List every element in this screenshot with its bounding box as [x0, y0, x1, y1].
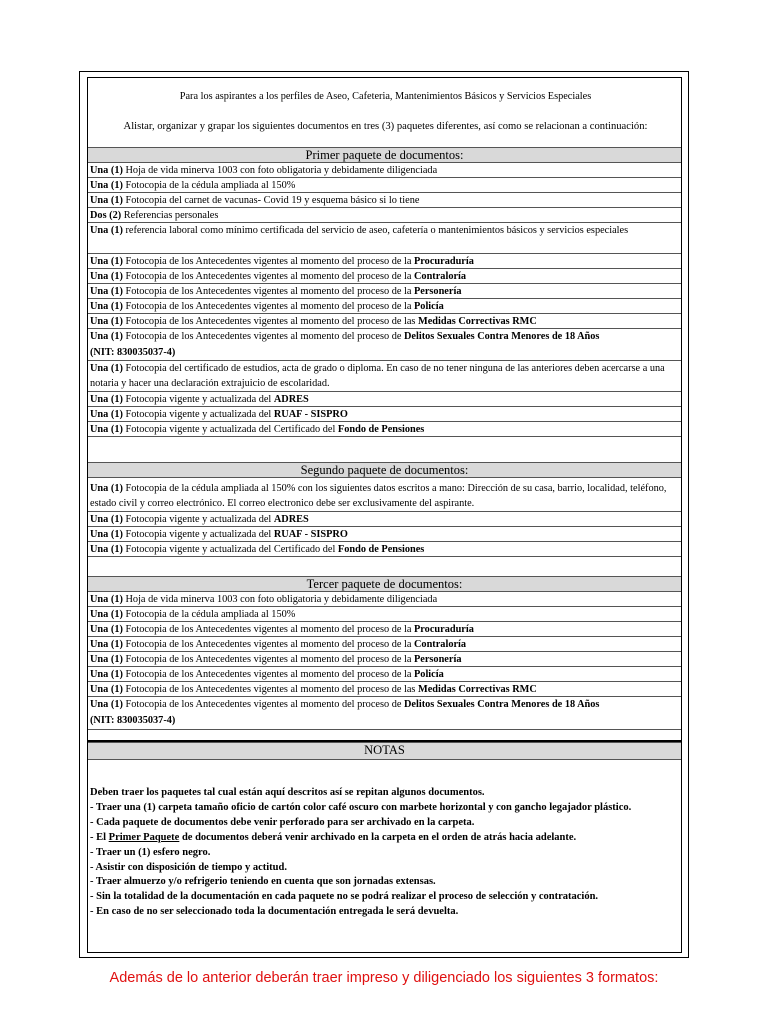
- item-entity: ADRES: [273, 514, 309, 525]
- document-item: [88, 422, 681, 437]
- item-description: Fotocopia de la cédula ampliada al 150% con los siguientes datos escritos a mano: Dirección de su casa, barrio, localidad, teléfono, estado civil y correo electrónico. El correo electronico debe ser exclusivamente del aspirante.: [90, 483, 667, 509]
- item-quantity: Una (1): [90, 684, 123, 695]
- note-line: - Cada paquete de documentos debe venir perforado para ser archivado en la carpeta.: [90, 816, 475, 828]
- note-primer-paquete: [88, 831, 681, 846]
- second-package-header: Segundo paquete de documentos:: [88, 462, 681, 478]
- item-quantity: Una (1): [90, 394, 123, 405]
- document-item: [88, 481, 681, 512]
- document-item: [88, 361, 681, 392]
- document-item: [88, 314, 681, 329]
- item-description: Fotocopia vigente y actualizada del Certificado del: [122, 544, 338, 555]
- item-description: Fotocopia de los Antecedentes vigentes al momento del proceso de la: [122, 669, 414, 680]
- item-quantity: Una (1): [90, 271, 123, 282]
- item-entity: Delitos Sexuales Contra Menores de 18 Años: [404, 331, 600, 342]
- document-item: [88, 193, 681, 208]
- item-description: Fotocopia de los Antecedentes vigentes al momento del proceso de la: [122, 286, 414, 297]
- item-description: Fotocopia de los Antecedentes vigentes al momento del proceso de la: [122, 624, 414, 635]
- item-description: Fotocopia de los Antecedentes vigentes al momento del proceso de la: [122, 301, 414, 312]
- document-item: [88, 637, 681, 652]
- item-quantity: Una (1): [90, 594, 123, 605]
- document-item: [88, 527, 681, 542]
- item-entity: Personería: [414, 286, 462, 297]
- document-item: [88, 682, 681, 697]
- item-quantity: Una (1): [90, 316, 123, 327]
- document-item: [88, 392, 681, 407]
- item-description: Hoja de vida minerva 1003 con foto obligatoria y debidamente diligenciada: [122, 165, 438, 176]
- item-description: Fotocopia de los Antecedentes vigentes al momento del proceso de la: [122, 271, 414, 282]
- item-description: Fotocopia de los Antecedentes vigentes al momento del proceso de las: [122, 316, 419, 327]
- item-description: Hoja de vida minerva 1003 con foto obligatoria y debidamente diligenciada: [122, 594, 438, 605]
- item-description: Fotocopia de la cédula ampliada al 150%: [122, 180, 296, 191]
- note-line: - Traer una (1) carpeta tamaño oficio de cartón color café oscuro con marbete horizontal y con gancho legajador plástico.: [90, 801, 632, 813]
- item-quantity: Una (1): [90, 699, 123, 710]
- document-item: [88, 163, 681, 178]
- item-quantity: Una (1): [90, 483, 123, 494]
- document-item: [88, 512, 681, 527]
- item-description: Fotocopia vigente y actualizada del: [122, 409, 274, 420]
- item-entity: ADRES: [273, 394, 309, 405]
- notes-header: NOTAS: [88, 742, 681, 760]
- item-quantity: Una (1): [90, 331, 123, 342]
- note-line: - En caso de no ser seleccionado toda la documentación entregada le será devuelta.: [90, 906, 459, 918]
- document-item: [88, 329, 681, 361]
- item-description: Fotocopia del carnet de vacunas- Covid 19 y esquema básico si lo tiene: [122, 195, 420, 206]
- document-item: [88, 269, 681, 284]
- document-item: [88, 622, 681, 637]
- note-line: - Asistir con disposición de tiempo y actitud.: [90, 861, 287, 873]
- item-description: Fotocopia de los Antecedentes vigentes al momento del proceso de la: [122, 639, 414, 650]
- item-entity: RUAF - SISPRO: [273, 409, 348, 420]
- item-quantity: Dos (2): [90, 210, 122, 221]
- intro-text: Para los aspirantes a los perfiles de Aseo, Cafeteria, Mantenimientos Básicos y Servicios Especiales: [179, 91, 592, 102]
- document-item: [88, 223, 681, 254]
- document-item: [88, 607, 681, 622]
- item-quantity: Una (1): [90, 609, 123, 620]
- item-quantity: Una (1): [90, 180, 123, 191]
- item-description: referencia laboral como mínimo certificada del servicio de aseo, cafetería o mantenimientos básicos y servicios especiales: [122, 225, 629, 236]
- item-description: Fotocopia vigente y actualizada del: [122, 529, 274, 540]
- item-entity: Contraloría: [414, 271, 467, 282]
- instruction-text: Alistar, organizar y grapar los siguientes documentos en tres (3) paquetes diferentes, así como se relacionan a continuación:: [123, 121, 648, 132]
- item-entity: Procuraduría: [414, 256, 474, 267]
- item-quantity: Una (1): [90, 225, 123, 236]
- item-quantity: Una (1): [90, 195, 123, 206]
- document-item: [88, 299, 681, 314]
- document-item: [88, 667, 681, 682]
- item-description: Fotocopia vigente y actualizada del Certificado del: [122, 424, 338, 435]
- item-quantity: Una (1): [90, 424, 123, 435]
- item-entity: RUAF - SISPRO: [273, 529, 348, 540]
- item-description: Fotocopia de la cédula ampliada al 150%: [122, 609, 296, 620]
- item-description: Fotocopia del certificado de estudios, acta de grado o diploma. En caso de no tener ninguna de las anteriores deben acercarse a una notaria y hacer una declaración extrajuicio de escolaridad.: [90, 363, 665, 389]
- item-quantity: Una (1): [90, 529, 123, 540]
- item-entity: Policía: [414, 669, 444, 680]
- document-item: [88, 254, 681, 269]
- item-entity: Contraloría: [414, 639, 467, 650]
- item-quantity: Una (1): [90, 409, 123, 420]
- document-item: [88, 407, 681, 422]
- note-prefix: - El: [90, 831, 109, 843]
- note-primer-link: Primer Paquete: [108, 831, 180, 843]
- item-quantity: Una (1): [90, 544, 123, 555]
- item-description: Fotocopia de los Antecedentes vigentes al momento del proceso de las: [122, 684, 419, 695]
- item-quantity: Una (1): [90, 286, 123, 297]
- item-quantity: Una (1): [90, 654, 123, 665]
- note-line: - Traer un (1) esfero negro.: [90, 846, 211, 858]
- first-package-header: Primer paquete de documentos:: [88, 147, 681, 163]
- item-quantity: Una (1): [90, 165, 123, 176]
- item-quantity: Una (1): [90, 256, 123, 267]
- document-item: [88, 208, 681, 223]
- item-entity: Fondo de Pensiones: [337, 544, 425, 555]
- footer-instruction: Además de lo anterior deberán traer impreso y diligenciado los siguientes 3 formatos:: [109, 970, 659, 986]
- item-quantity: Una (1): [90, 639, 123, 650]
- item-quantity: Una (1): [90, 669, 123, 680]
- note-line: - Sin la totalidad de la documentación en cada paquete no se podrá realizar el proceso de selección y contratación.: [90, 891, 599, 903]
- item-quantity: Una (1): [90, 301, 123, 312]
- note-line: - Traer almuerzo y/o refrigerio teniendo en cuenta que son jornadas extensas.: [90, 876, 436, 888]
- item-entity: Policía: [414, 301, 444, 312]
- document-item: [88, 592, 681, 607]
- item-description: Fotocopia vigente y actualizada del: [122, 514, 274, 525]
- note-line: Deben traer los paquetes tal cual están aquí descritos así se repitan algunos documentos.: [90, 787, 485, 798]
- document-item: [88, 284, 681, 299]
- note-suffix: de documentos deberá venir archivado en la carpeta en el orden de atrás hacia adelante.: [179, 831, 577, 843]
- item-quantity: Una (1): [90, 363, 123, 374]
- item-entity: Medidas Correctivas RMC: [418, 684, 537, 695]
- item-nit: (NIT: 830035037-4): [90, 715, 176, 726]
- item-description: Fotocopia de los Antecedentes vigentes al momento del proceso de la: [122, 256, 414, 267]
- document-item: [88, 652, 681, 667]
- item-entity: Delitos Sexuales Contra Menores de 18 Años: [404, 699, 600, 710]
- item-description: Fotocopia de los Antecedentes vigentes al momento del proceso de: [122, 699, 404, 710]
- item-quantity: Una (1): [90, 514, 123, 525]
- item-description: Fotocopia de los Antecedentes vigentes al momento del proceso de: [122, 331, 404, 342]
- item-quantity: Una (1): [90, 624, 123, 635]
- item-entity: Fondo de Pensiones: [337, 424, 425, 435]
- item-entity: Personería: [414, 654, 462, 665]
- item-nit: (NIT: 830035037-4): [90, 347, 176, 358]
- item-description: Referencias personales: [121, 210, 219, 221]
- document-item: [88, 697, 681, 730]
- third-package-header: Tercer paquete de documentos:: [88, 576, 681, 592]
- item-entity: Procuraduría: [414, 624, 474, 635]
- item-entity: Medidas Correctivas RMC: [418, 316, 537, 327]
- item-description: Fotocopia de los Antecedentes vigentes al momento del proceso de la: [122, 654, 414, 665]
- document-item: [88, 542, 681, 557]
- document-item: [88, 178, 681, 193]
- item-description: Fotocopia vigente y actualizada del: [122, 394, 274, 405]
